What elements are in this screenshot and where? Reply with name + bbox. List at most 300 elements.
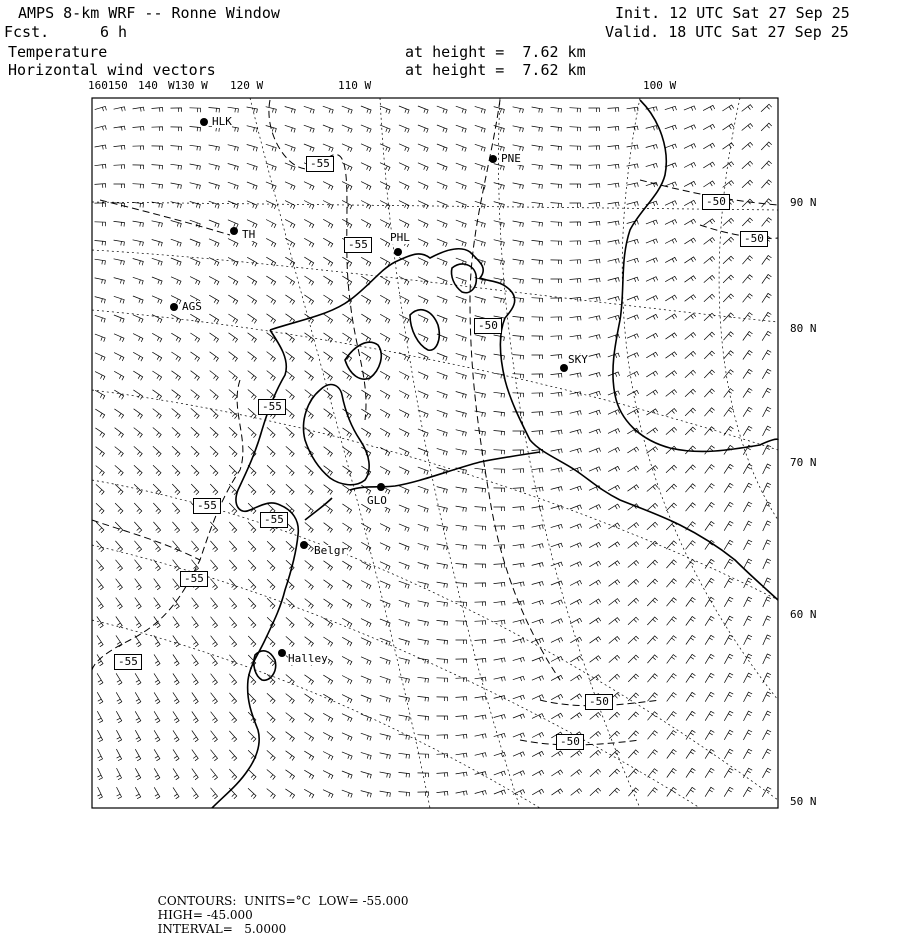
wind-barb — [513, 620, 525, 625]
wind-barb — [305, 504, 313, 514]
wind-barb — [190, 258, 200, 266]
wind-barb — [437, 429, 447, 436]
wind-barb — [705, 484, 715, 493]
station-label-th: TH — [242, 228, 256, 241]
wind-barb — [684, 125, 696, 130]
wind-barb — [723, 237, 734, 244]
wind-barb — [380, 581, 390, 589]
wind-barb — [723, 256, 734, 264]
station-label-pne: PNE — [501, 152, 521, 165]
wind-barb — [286, 446, 294, 456]
wind-barb — [173, 711, 179, 722]
wind-barb — [191, 465, 199, 476]
wind-barb — [267, 636, 275, 647]
wind-barb — [173, 787, 179, 798]
wind-barb — [399, 277, 409, 286]
wind-barb — [117, 768, 122, 780]
wind-barb — [418, 582, 429, 589]
wind-barb — [305, 371, 314, 381]
wind-barb — [361, 695, 371, 703]
wind-barb — [211, 731, 218, 742]
wind-barb — [513, 714, 525, 719]
wind-barb — [437, 716, 448, 720]
wind-barb — [133, 334, 143, 342]
wind-barb — [570, 656, 582, 662]
wind-barb — [324, 390, 333, 400]
wind-barb — [513, 563, 525, 567]
wind-barb — [665, 295, 677, 301]
wind-barb — [685, 370, 696, 377]
wind-barb — [551, 222, 562, 227]
wind-barb — [724, 787, 733, 796]
wind-barb — [570, 675, 581, 681]
wind-barb — [686, 787, 696, 796]
wind-barb — [229, 503, 237, 514]
wind-barb — [608, 145, 619, 149]
wind-barb — [532, 393, 543, 397]
wind-barb — [686, 749, 695, 758]
wind-barb — [285, 182, 295, 190]
wind-barb — [437, 601, 448, 607]
wind-barb — [95, 241, 106, 246]
wind-barb — [532, 431, 543, 435]
wind-barb — [248, 617, 256, 628]
wind-barb — [744, 692, 753, 702]
wind-barb — [285, 107, 296, 114]
wind-barb — [494, 790, 506, 795]
wind-barb — [704, 351, 715, 359]
wind-barb — [191, 352, 200, 362]
wind-barb — [172, 503, 179, 514]
wind-barb — [229, 731, 236, 742]
wind-barb — [286, 371, 295, 381]
wind-barb — [229, 390, 237, 400]
wind-barb — [666, 579, 676, 587]
wind-barb — [666, 333, 677, 339]
station-dot — [278, 649, 286, 657]
wind-barb — [665, 182, 677, 187]
wind-barb — [437, 754, 448, 758]
wind-barb — [173, 598, 180, 609]
wind-barb — [571, 789, 582, 796]
wind-barb — [267, 465, 275, 475]
wind-barb — [513, 544, 524, 548]
wind-barb — [267, 371, 276, 381]
wind-barb — [571, 751, 582, 758]
wind-barb — [513, 221, 524, 227]
wind-barb — [361, 657, 371, 665]
wind-barb — [399, 467, 409, 475]
wind-barb — [475, 583, 486, 587]
wind-barb — [705, 749, 714, 758]
wind-barb — [116, 560, 123, 571]
wind-barb — [724, 673, 733, 683]
wind-barb — [684, 144, 696, 149]
wind-barb — [95, 428, 104, 438]
wind-barb — [724, 370, 734, 379]
wind-barb — [684, 200, 696, 205]
contour-label: -50 — [474, 318, 502, 334]
wind-barb — [418, 201, 428, 209]
wind-barb — [95, 184, 106, 188]
wind-barb — [589, 561, 601, 567]
wind-barb — [229, 769, 236, 780]
contour-label: -55 — [306, 156, 334, 172]
wind-barb — [361, 106, 371, 114]
wind-barb — [744, 635, 752, 645]
wind-barb — [173, 749, 179, 760]
wind-barb — [570, 203, 581, 207]
wind-barb — [589, 240, 601, 244]
wind-barb — [399, 448, 409, 456]
wind-barb — [153, 446, 161, 456]
wind-barb — [686, 730, 695, 739]
wind-barb — [743, 369, 752, 378]
wind-barb — [228, 314, 237, 323]
wind-barb — [763, 483, 771, 493]
wind-barb — [342, 106, 352, 114]
wind-barb — [513, 374, 524, 379]
wind-barb — [190, 333, 199, 342]
wind-barb — [589, 259, 600, 263]
wind-barb — [437, 296, 447, 304]
wind-barb — [343, 390, 352, 400]
wind-barb — [456, 392, 467, 399]
wind-barb — [705, 692, 714, 701]
wind-barb — [742, 161, 753, 168]
wind-barb — [267, 446, 275, 456]
wind-barb — [494, 431, 505, 436]
wind-barb — [724, 749, 733, 759]
wind-barb — [666, 560, 676, 568]
wind-barb — [209, 239, 219, 247]
wind-barb — [172, 446, 180, 456]
wind-barb — [532, 298, 543, 303]
wind-barb — [723, 124, 734, 130]
wind-barb — [152, 221, 163, 227]
wind-barb — [705, 446, 715, 455]
wind-barb — [114, 240, 125, 246]
wind-barb — [361, 600, 371, 609]
wind-barb — [305, 523, 313, 533]
wind-barb — [324, 428, 333, 438]
wind-barb — [761, 104, 772, 112]
wind-barb — [724, 730, 733, 740]
wind-barb — [305, 694, 314, 704]
wind-barb — [114, 126, 126, 130]
wind-barb — [380, 619, 390, 627]
wind-barb — [248, 371, 257, 381]
wind-barb — [763, 521, 771, 531]
wind-barb — [171, 333, 180, 342]
wind-barb — [494, 297, 505, 303]
wind-barb — [173, 730, 179, 741]
wind-barb — [609, 674, 620, 681]
wind-barb — [211, 617, 218, 628]
wind-barb — [154, 692, 160, 703]
wind-barb — [228, 164, 239, 171]
wind-barb — [211, 674, 218, 685]
wind-barb — [114, 145, 125, 149]
wind-barb — [286, 732, 295, 742]
wind-barb — [171, 239, 181, 246]
wind-barb — [305, 675, 314, 685]
contour-label: -50 — [702, 194, 730, 210]
wind-barb — [648, 788, 658, 797]
wind-barb — [152, 333, 162, 342]
wind-barb — [705, 768, 714, 777]
lat-label-90: 90 N — [790, 196, 817, 209]
wind-barb — [96, 466, 105, 476]
wind-barb — [437, 487, 448, 494]
wind-barb — [286, 352, 295, 362]
wind-barb — [705, 465, 715, 474]
wind-barb — [304, 257, 313, 266]
wind-barb — [418, 125, 428, 133]
wind-barb — [609, 561, 620, 567]
wind-barb — [134, 428, 143, 438]
wind-barb — [343, 466, 352, 476]
wind-barb — [724, 711, 733, 721]
wind-barb — [532, 164, 543, 170]
wind-barb — [380, 106, 390, 114]
wind-barb — [647, 541, 658, 549]
wind-barb — [133, 371, 142, 380]
wind-barb — [135, 787, 140, 799]
wind-barb — [304, 276, 313, 285]
wind-barb — [475, 640, 486, 644]
wind-barb — [229, 560, 236, 571]
wind-barb — [551, 694, 563, 699]
wind-barb — [743, 294, 753, 303]
map-frame — [92, 98, 778, 808]
wind-barb — [361, 523, 371, 532]
wind-barb — [646, 296, 658, 301]
wind-barb — [171, 221, 182, 228]
wind-barb — [646, 333, 658, 338]
lon-label-130: W130 W — [168, 79, 208, 92]
wind-barb — [475, 526, 486, 531]
wind-barb — [763, 407, 772, 417]
wind-barb — [570, 543, 582, 548]
wind-barb — [723, 143, 734, 149]
wind-barb — [762, 275, 772, 284]
wind-barb — [627, 296, 639, 301]
wind-barb — [628, 636, 639, 644]
wind-barb — [628, 485, 639, 491]
wind-barb — [589, 373, 601, 378]
wind-barb — [743, 275, 753, 283]
wind-barb — [513, 582, 525, 587]
wind-barb — [724, 597, 733, 607]
wind-barb — [475, 220, 486, 227]
height-temperature: at height = 7.62 km — [405, 43, 586, 61]
wind-barb — [418, 448, 428, 456]
station-label-phl: PHL — [390, 231, 410, 244]
wind-barb — [116, 673, 122, 685]
wind-barb — [744, 597, 752, 607]
wind-barb — [266, 276, 275, 285]
wind-barb — [267, 731, 275, 741]
wind-barb — [648, 731, 658, 740]
wind-barb — [456, 525, 467, 531]
wind-barb — [342, 333, 351, 342]
wind-barb — [513, 450, 524, 454]
wind-barb — [153, 503, 160, 514]
wind-barb — [608, 297, 620, 302]
wind-barb — [191, 541, 198, 552]
wind-barb — [513, 183, 524, 189]
wind-barb — [513, 771, 525, 776]
wind-barb — [267, 770, 275, 780]
wind-barb — [266, 107, 277, 114]
wind-barb — [589, 335, 601, 340]
wind-barb — [229, 750, 236, 761]
wind-barb — [532, 487, 544, 491]
wind-barb — [703, 124, 715, 129]
wind-barb — [154, 598, 161, 609]
wind-barb — [627, 334, 639, 339]
contour-interval: INTERVAL= 5.0000 — [157, 922, 287, 936]
wind-barb — [532, 676, 544, 681]
wind-barb — [437, 410, 447, 417]
wind-barb — [532, 260, 543, 265]
wind-barb — [324, 561, 333, 571]
wind-barb — [437, 372, 447, 380]
wind-barb — [684, 163, 696, 168]
wind-barb — [229, 465, 237, 476]
wind-barb — [192, 636, 199, 647]
wind-barb — [380, 428, 390, 437]
wind-barb — [247, 295, 256, 304]
wind-barb — [191, 484, 199, 495]
wind-barb — [686, 503, 696, 511]
wind-barb — [248, 408, 256, 418]
wind-barb — [209, 201, 219, 208]
wind-barb — [456, 449, 467, 455]
wind-barb — [494, 658, 506, 663]
wind-barb — [532, 770, 544, 775]
wind-barb — [609, 655, 620, 662]
wind-barb — [152, 371, 161, 380]
wind-barb — [494, 335, 505, 341]
wind-barb — [286, 636, 294, 646]
station-label-belgr: Belgr — [314, 544, 348, 557]
wind-barb — [133, 259, 144, 266]
wind-barb — [532, 374, 543, 378]
wind-barb — [229, 712, 236, 723]
wind-barb — [192, 712, 198, 723]
wind-barb — [154, 579, 161, 590]
wind-barb — [667, 731, 677, 740]
wind-barb — [724, 578, 733, 588]
wind-barb — [209, 183, 220, 190]
wind-barb — [475, 106, 486, 113]
wind-barb — [267, 352, 276, 362]
wind-barb — [494, 202, 505, 209]
wind-barb — [456, 106, 466, 113]
wind-barb — [589, 410, 601, 415]
wind-barb — [418, 315, 428, 323]
wind-barb — [571, 770, 582, 777]
wind-barb — [152, 277, 162, 285]
wind-barb — [399, 696, 410, 702]
wind-barb — [513, 525, 524, 529]
wind-barb — [437, 791, 448, 795]
wind-barb — [705, 654, 714, 663]
field-wind-vectors: Horizontal wind vectors — [8, 61, 216, 79]
wind-barb — [437, 773, 448, 777]
wind-barb — [686, 560, 696, 569]
wind-barb — [210, 484, 218, 495]
wind-barb — [589, 165, 600, 169]
wind-barb — [418, 182, 428, 190]
wind-barb — [248, 314, 257, 324]
wind-barb — [228, 201, 238, 209]
wind-barb — [286, 617, 294, 627]
wind-barb — [172, 390, 181, 400]
wind-barb — [152, 146, 163, 150]
wind-barb — [285, 144, 295, 152]
wind-barb — [570, 486, 582, 491]
wind-barb — [173, 617, 179, 628]
wind-barb — [133, 352, 143, 361]
wind-barb — [494, 715, 506, 720]
wind-barb — [418, 620, 429, 626]
wind-barb — [627, 315, 639, 320]
wind-barb — [628, 561, 639, 568]
wind-barb — [418, 486, 428, 493]
wind-barb — [646, 371, 658, 377]
wind-barb — [135, 711, 141, 723]
wind-barb — [686, 579, 696, 588]
wind-barb — [551, 751, 562, 757]
wind-barb — [513, 316, 524, 321]
wind-barb — [570, 316, 582, 320]
wind-barb — [532, 145, 543, 151]
wind-barb — [323, 182, 333, 190]
wind-barb — [323, 732, 333, 741]
wind-barb — [763, 426, 772, 436]
wind-barb — [192, 693, 198, 704]
wind-barb — [705, 616, 714, 625]
wind-barb — [114, 278, 125, 285]
wind-barb — [589, 278, 601, 282]
wind-barb — [647, 503, 658, 510]
wind-barb — [248, 560, 256, 571]
wind-barb — [608, 429, 620, 434]
wind-barb — [228, 257, 238, 266]
wind-barb — [342, 580, 351, 589]
wind-barb — [152, 165, 163, 170]
wind-barb — [380, 753, 391, 759]
wind-barb — [704, 219, 715, 225]
wind-barb — [761, 123, 772, 131]
wind-barb — [628, 731, 638, 739]
wind-barb — [628, 655, 639, 663]
wind-barb — [456, 791, 468, 796]
wind-barb — [684, 219, 696, 225]
wind-barb — [627, 372, 639, 377]
wind-barb — [324, 485, 333, 495]
wind-barb — [570, 241, 581, 245]
wind-barb — [744, 559, 753, 569]
wind-barb — [551, 355, 562, 359]
wind-barb — [399, 201, 409, 209]
wind-barb — [134, 409, 143, 419]
wind-barb — [551, 411, 562, 415]
wind-barb — [685, 276, 696, 282]
